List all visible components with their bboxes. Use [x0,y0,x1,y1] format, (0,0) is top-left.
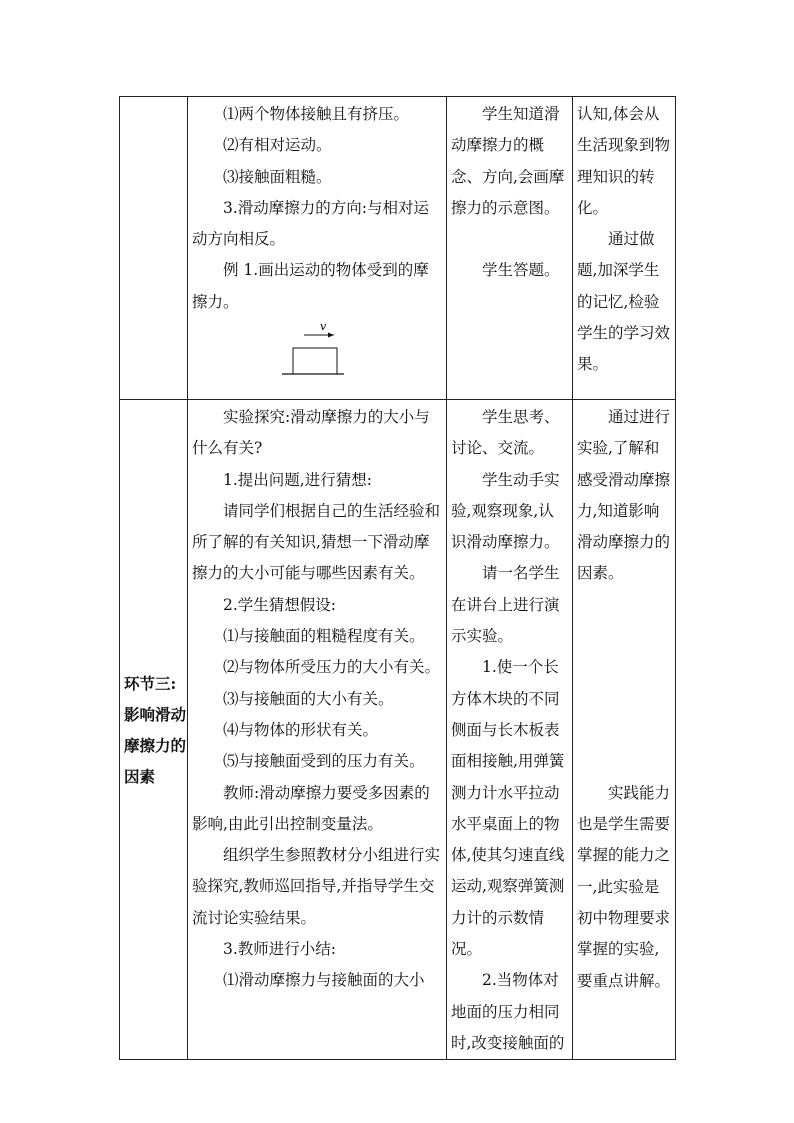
design-intent-cell [573,97,676,400]
content-paragraph: 3.教师进行小结: [223,940,337,959]
stage-label: 环节三:影响滑动摩擦力的因素 [124,673,187,786]
design-intent-cell [573,400,676,1060]
content-paragraph: 教师:滑动摩擦力要受多因素的影响,由此引出控制变量法。 [192,783,430,833]
teaching-content-cell [188,97,447,400]
content-paragraph: ⑵与物体所受压力的大小有关。 [223,658,441,677]
velocity-arrow-head [328,333,334,338]
content-paragraph: 1.提出问题,进行猜想: [223,470,372,489]
stage-cell [120,400,188,1060]
content-paragraph: ⑴两个物体接触且有挤压。 [223,105,410,123]
content-paragraph: ⑴与接触面的粗糙程度有关。 [223,627,425,646]
student-paragraph: 请一名学生在讲台上进行演示实验。 [451,564,560,646]
student-activity-cell [447,97,573,400]
lesson-plan-table [119,96,676,1060]
content-paragraph: ⑸与接触面受到的压力有关。 [223,752,425,771]
student-activity-cell [447,400,573,1060]
content-paragraph: 2.学生猜想假设: [223,595,337,614]
block-rect [293,348,337,374]
student-paragraph: 学生知道滑动摩擦力的概念、方向,会画摩擦力的示意图。 [451,105,565,217]
student-paragraph: 1.使一个长方体木块的不同侧面与长木板表面相接触,用弹簧测力计水平拉动水平桌面上的物体,使其匀速直线运动,观察弹簧测力计的示数情况。 [451,658,565,959]
table-row [120,97,676,400]
intent-paragraph: 通过进行实验,了解和感受滑动摩擦力,知道影响滑动摩擦力的因素。 [577,408,671,583]
content-paragraph: 请同学们根据自己的生活经验和所了解的有关知识,猜想一下滑动摩擦力的大小可能与哪些因素有关。 [192,501,441,583]
content-paragraph: ⑶接触面粗糙。 [223,167,332,186]
moving-block-figure [192,318,443,386]
content-paragraph: 实验探究:滑动摩擦力的大小与什么有关? [192,408,430,458]
teaching-content-cell [188,400,447,1060]
intent-paragraph: 通过做题,加深学生的记忆,检验学生的学习效果。 [577,230,671,374]
content-paragraph: ⑵有相对运动。 [223,136,332,155]
intent-paragraph: 认知,体会从生活现象到物理知识的转化。 [577,105,671,217]
velocity-label: v [320,320,327,334]
student-paragraph: 学生答题。 [482,261,560,280]
student-paragraph: 学生动手实验,观察现象,认识滑动摩擦力。 [451,470,560,552]
content-paragraph: ⑶与接触面的大小有关。 [223,689,394,708]
block-diagram-svg [192,318,442,386]
intent-paragraph: 实践能力也是学生需要掌握的能力之一,此实验是初中物理要求掌握的实验,要重点讲解。 [577,783,671,990]
content-paragraph: 3.滑动摩擦力的方向:与相对运动方向相反。 [192,198,430,249]
content-paragraph: ⑷与物体的形状有关。 [223,720,379,739]
student-paragraph: 2.当物体对地面的压力相同时,改变接触面的 [451,971,565,1052]
content-paragraph: 组织学生参照教材分小组进行实验探究,教师巡回指导,并指导学生交流讨论实验结果。 [192,846,441,927]
content-paragraph: ⑴滑动摩擦力与接触面的大小 [223,971,425,990]
stage-cell [120,97,188,400]
table-row [120,400,676,1060]
content-paragraph: 例 1.画出运动的物体受到的摩擦力。 [192,261,429,311]
student-paragraph: 学生思考、讨论、交流。 [451,408,560,458]
